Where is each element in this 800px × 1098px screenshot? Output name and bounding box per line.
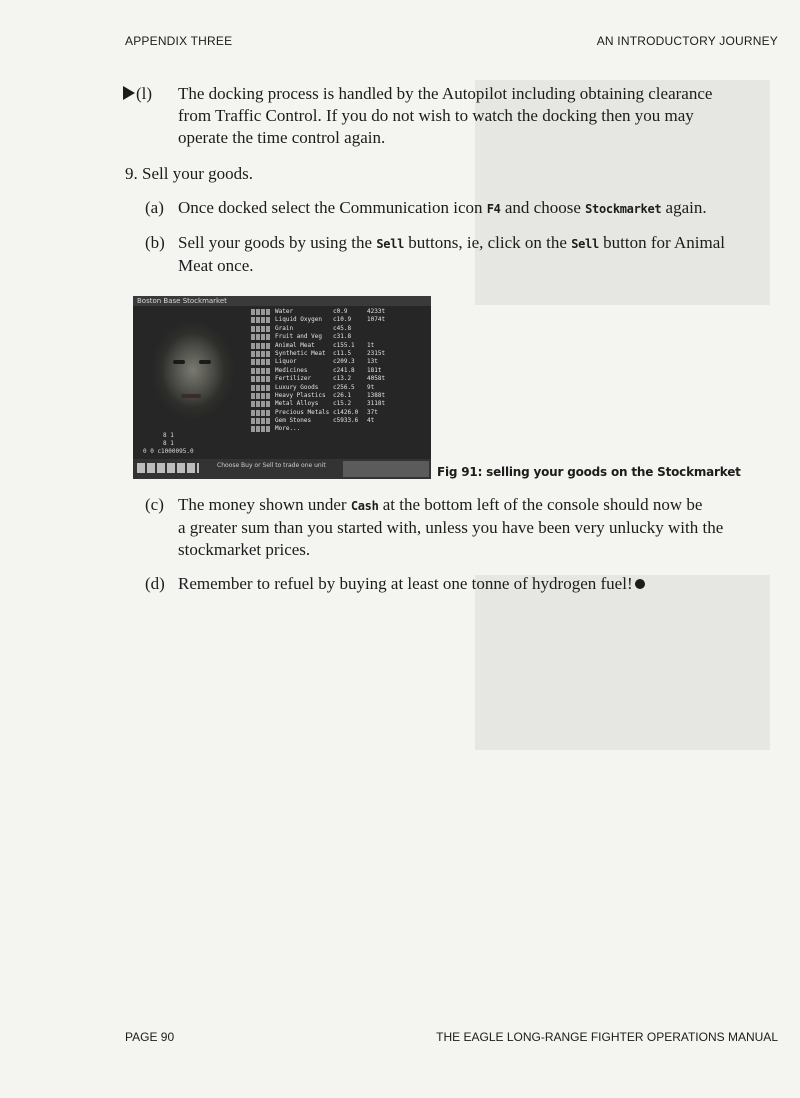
play-triangle-icon <box>123 86 135 100</box>
commodity-row: Fertilizer c13.2 4058t <box>251 375 426 383</box>
item-b-text: Sell your goods by using the Sell buttons, ie, click on the Sell button for Animal Meat once. <box>178 233 725 275</box>
eye <box>173 360 185 364</box>
item-c-marker: (c) <box>145 495 164 514</box>
commodity-row: Liquor c209.3 13t <box>251 358 426 366</box>
console-panel <box>343 461 429 477</box>
item-a-text: Once docked select the Communication icon F4 and choose Stockmarket again. <box>178 198 707 217</box>
page-header <box>125 34 778 50</box>
header-left: APPENDIX THREE <box>125 34 233 48</box>
stockmarket-screenshot <box>133 296 431 479</box>
eye <box>199 360 211 364</box>
commodity-list <box>251 308 426 434</box>
trader-portrait <box>141 320 241 420</box>
buy-sell-buttons[interactable] <box>251 376 271 382</box>
buy-sell-buttons[interactable] <box>251 351 271 357</box>
screen-titlebar <box>133 296 431 306</box>
item-l-line-2: from Traffic Control. If you do not wish to watch the docking then you may <box>178 106 694 125</box>
time-control-icons[interactable] <box>137 463 199 473</box>
status-line: Choose Buy or Sell to trade one unit <box>217 462 326 469</box>
item-c-line-3: stockmarket prices. <box>178 540 311 559</box>
commodity-row: Grain c45.8 <box>251 325 426 333</box>
commodity-row: Precious Metals c1426.0 37t <box>251 409 426 417</box>
buy-sell-buttons[interactable] <box>251 343 271 349</box>
item-c-line-2: a greater sum than you started with, unless you have been very unlucky with the <box>178 518 724 537</box>
item-b-marker: (b) <box>145 233 165 252</box>
buy-sell-buttons[interactable] <box>251 418 271 424</box>
buy-sell-buttons[interactable] <box>251 410 271 416</box>
commodity-row: Luxury Goods c256.5 9t <box>251 384 426 392</box>
end-bullet-icon <box>635 579 645 589</box>
buy-sell-buttons[interactable] <box>251 309 271 315</box>
buy-sell-buttons[interactable] <box>251 368 271 374</box>
buy-sell-buttons[interactable] <box>251 393 271 399</box>
page-footer <box>125 1030 778 1046</box>
figure-caption: Fig 91: selling your goods on the Stockmarket <box>437 465 741 479</box>
commodity-row: Fruit and Veg c31.8 <box>251 333 426 341</box>
reverse-page-shadow-2 <box>475 575 770 750</box>
footer-title: THE EAGLE LONG-RANGE FIGHTER OPERATIONS MANUAL <box>436 1030 778 1044</box>
keyword-cash: Cash <box>350 499 379 513</box>
console-bottom-bar <box>133 459 431 479</box>
item-l-marker: (l) <box>123 83 152 105</box>
buy-sell-buttons[interactable] <box>251 317 271 323</box>
commodity-row: More... <box>251 425 426 433</box>
commodity-row: Gem Stones c5933.6 4t <box>251 417 426 425</box>
commodity-row: Medicines c241.8 181t <box>251 367 426 375</box>
cash-readout: 0 0 c1000095.0 <box>143 448 194 455</box>
footer-page-number: PAGE 90 <box>125 1030 175 1044</box>
item-d-marker: (d) <box>145 574 165 593</box>
item-b-line-2: Meat once. <box>178 256 254 275</box>
item-d-text: Remember to refuel by buying at least one tonne of hydrogen fuel! <box>178 573 645 595</box>
keyword-sell: Sell <box>376 237 405 251</box>
header-right: AN INTRODUCTORY JOURNEY <box>596 34 778 48</box>
keyword-f4: F4 <box>486 202 501 216</box>
commodity-row: Synthetic Meat c11.5 2315t <box>251 350 426 358</box>
commodity-row: Metal Alloys c15.2 3118t <box>251 400 426 408</box>
commodity-row: Liquid Oxygen c10.9 1074t <box>251 316 426 324</box>
buy-sell-buttons[interactable] <box>251 334 271 340</box>
keyword-stockmarket: Stockmarket <box>585 202 662 216</box>
buy-sell-buttons[interactable] <box>251 359 271 365</box>
buy-sell-buttons[interactable] <box>251 385 271 391</box>
mouth <box>181 394 201 398</box>
item-c-text: The money shown under Cash at the bottom left of the console should now be a greater sum than you started with, unless you have been very unlucky with the stockmarket prices. <box>178 495 724 559</box>
step-9-heading: 9. Sell your goods. <box>125 164 253 183</box>
item-a-marker: (a) <box>145 198 164 217</box>
buy-sell-buttons[interactable] <box>251 401 271 407</box>
buy-sell-buttons[interactable] <box>251 426 271 432</box>
commodity-row: Water c0.9 4233t <box>251 308 426 316</box>
keyword-sell: Sell <box>571 237 599 251</box>
commodity-row: Animal Meat c155.1 1t <box>251 342 426 350</box>
item-l-text <box>178 83 712 149</box>
commodity-row: Heavy Plastics c26.1 1388t <box>251 392 426 400</box>
cargo-counts: 8 1 8 1 <box>163 432 174 447</box>
buy-sell-buttons[interactable] <box>251 326 271 332</box>
item-l-line-1: The docking process is handled by the Autopilot including obtaining clearance <box>178 84 713 103</box>
item-l-line-3: operate the time control again. <box>178 128 386 147</box>
screen-title: Boston Base Stockmarket <box>137 297 227 305</box>
